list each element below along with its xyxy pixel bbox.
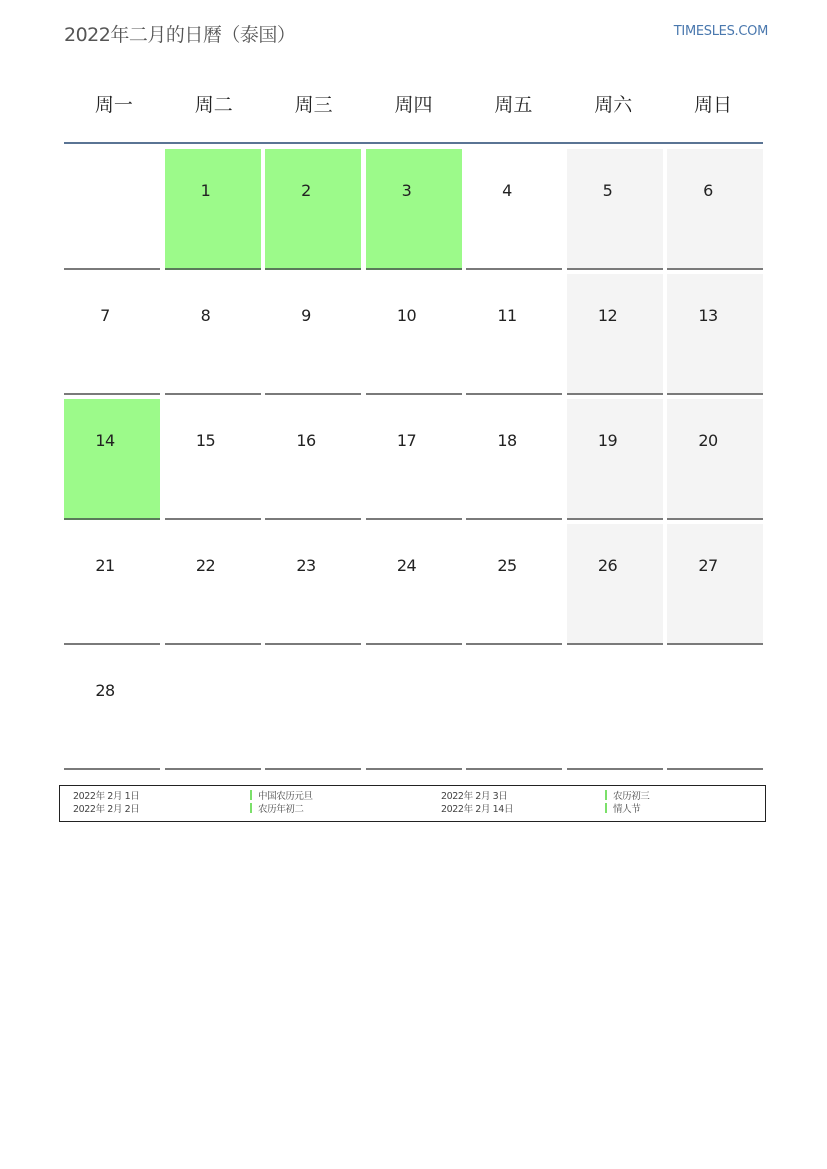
empty-day-cell [466, 649, 562, 770]
day-number: 10 [396, 306, 417, 325]
empty-day-cell [667, 649, 763, 770]
day-cell [165, 149, 261, 270]
weekday-mon: 周一 [94, 94, 133, 116]
day-number: 20 [698, 431, 718, 450]
day-number: 3 [401, 181, 412, 200]
day-number: 16 [296, 431, 316, 450]
weekday-sun: 周日 [694, 94, 733, 116]
legend-left-dates [73, 790, 139, 816]
day-cell [667, 524, 763, 645]
day-cell [366, 274, 462, 395]
header-divider [64, 142, 763, 144]
day-cell [165, 399, 261, 520]
day-number: 1 [200, 181, 211, 200]
holiday-marker [250, 790, 252, 800]
legend-holiday-name: 情人节 [613, 804, 641, 815]
day-number: 12 [597, 306, 618, 325]
day-number: 2 [301, 181, 311, 200]
weekday-header [64, 78, 763, 142]
day-cell [667, 149, 763, 270]
day-number: 27 [698, 556, 718, 575]
day-number: 18 [497, 431, 517, 450]
day-number: 23 [296, 556, 316, 575]
legend-date: 2022年 2月 3日 [441, 791, 508, 802]
day-cell [165, 524, 261, 645]
legend-holiday-name: 中国农历元旦 [258, 791, 313, 802]
day-cell [366, 399, 462, 520]
day-cell [466, 149, 562, 270]
day-number: 9 [301, 306, 311, 325]
day-number: 24 [396, 556, 417, 575]
weekday-wed: 周三 [294, 94, 333, 116]
day-cell [667, 399, 763, 520]
day-cell [64, 274, 160, 395]
day-cell [64, 524, 160, 645]
day-cell [366, 149, 462, 270]
day-cell [64, 649, 160, 770]
day-cell [466, 399, 562, 520]
holiday-legend [59, 785, 766, 822]
day-cell [64, 399, 160, 520]
day-number: 11 [497, 306, 517, 325]
day-cell [567, 149, 663, 270]
holiday-marker [605, 790, 607, 800]
day-number: 17 [396, 431, 417, 450]
calendar-grid [64, 149, 763, 770]
weekday-fri: 周五 [494, 94, 533, 116]
day-cell [265, 149, 361, 270]
day-cell [265, 524, 361, 645]
day-number: 8 [200, 306, 211, 325]
legend-holiday-name: 农历年初二 [258, 804, 304, 815]
legend-left-names [250, 790, 313, 816]
day-number: 5 [602, 181, 613, 200]
day-cell [466, 274, 562, 395]
legend-right-names [605, 790, 649, 816]
day-number: 13 [698, 306, 718, 325]
day-number: 19 [597, 431, 618, 450]
day-cell [567, 274, 663, 395]
page-title: 2022年二月的日曆（泰国） [64, 24, 296, 46]
legend-date: 2022年 2月 1日 [73, 791, 140, 802]
day-number: 7 [100, 306, 110, 325]
weekday-sat: 周六 [594, 94, 633, 116]
empty-day-cell [366, 649, 462, 770]
day-cell [366, 524, 462, 645]
day-number: 25 [497, 556, 517, 575]
day-cell [667, 274, 763, 395]
weekday-tue: 周二 [194, 94, 233, 116]
weekday-thu: 周四 [394, 94, 433, 116]
empty-day-cell [64, 149, 160, 270]
legend-holiday-name: 农历初三 [613, 791, 650, 802]
day-cell [265, 399, 361, 520]
legend-right-dates [441, 790, 513, 816]
day-number: 14 [95, 431, 115, 450]
day-number: 15 [195, 431, 216, 450]
day-number: 22 [195, 556, 216, 575]
legend-date: 2022年 2月 14日 [441, 804, 514, 815]
day-number: 21 [95, 556, 115, 575]
day-number: 28 [95, 681, 115, 700]
day-cell [165, 274, 261, 395]
empty-day-cell [265, 649, 361, 770]
legend-date: 2022年 2月 2日 [73, 804, 140, 815]
day-number: 6 [703, 181, 713, 200]
day-cell [567, 399, 663, 520]
empty-day-cell [567, 649, 663, 770]
day-number: 4 [502, 181, 512, 200]
site-link[interactable]: TIMESLES.COM [673, 24, 768, 39]
empty-day-cell [165, 649, 261, 770]
holiday-marker [250, 803, 252, 813]
day-cell [567, 524, 663, 645]
day-number: 26 [597, 556, 618, 575]
day-cell [466, 524, 562, 645]
holiday-marker [605, 803, 607, 813]
day-cell [265, 274, 361, 395]
